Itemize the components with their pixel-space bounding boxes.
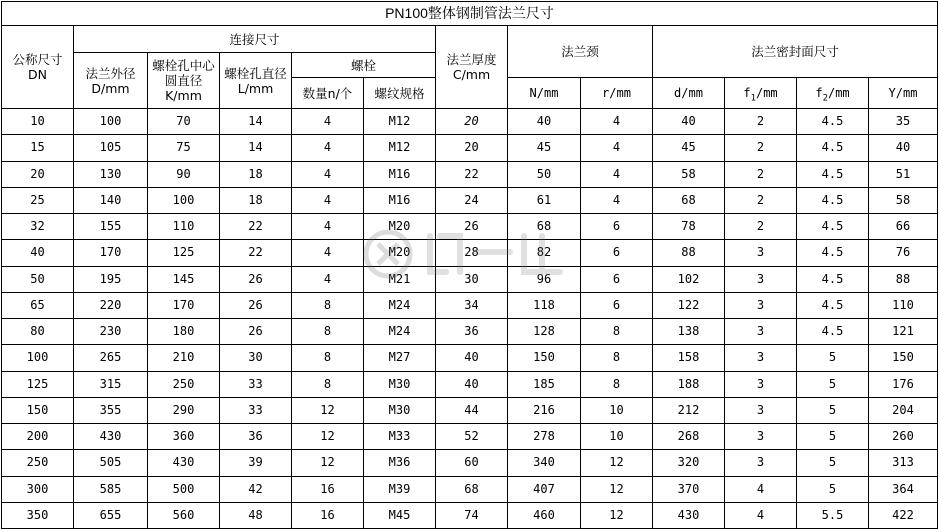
cell-dn: 125 [2,371,74,397]
cell-seal-y: 313 [869,450,938,476]
cell-neck-r: 10 [581,397,653,423]
table-row [2,476,938,502]
cell-thread: M12 [364,135,436,161]
cell-neck-r: 6 [581,292,653,318]
cell-dn: 80 [2,319,74,345]
cell-neck-r: 12 [581,450,653,476]
table-row [2,109,938,135]
cell-neck-n: 40 [508,109,581,135]
cell-thickness: 26 [436,214,508,240]
cell-seal-d: 188 [653,371,725,397]
header-bolt-circle [148,53,220,109]
cell-dn: 10 [2,109,74,135]
header-thickness-unit: C/mm [452,67,491,82]
cell-seal-y: 422 [869,502,938,528]
cell-outer-d: 315 [74,371,148,397]
cell-thread: M36 [364,450,436,476]
cell-neck-n: 185 [508,371,581,397]
header-bolt-hole [220,53,292,109]
cell-neck-r: 8 [581,371,653,397]
cell-outer-d: 105 [74,135,148,161]
cell-bolt-circle: 430 [148,450,220,476]
cell-thread: M20 [364,240,436,266]
cell-bolt-hole: 18 [220,187,292,213]
cell-seal-f2: 5 [797,397,869,423]
cell-dn: 15 [2,135,74,161]
cell-bolt-hole: 30 [220,345,292,371]
cell-bolt-hole: 22 [220,214,292,240]
cell-seal-y: 35 [869,109,938,135]
header-seal-f2-sub: 2 [822,92,828,103]
cell-bolt-hole: 18 [220,161,292,187]
cell-thread: M16 [364,161,436,187]
cell-seal-y: 260 [869,424,938,450]
cell-dn: 250 [2,450,74,476]
header-seal-f1-sub: 1 [750,92,756,103]
cell-seal-f2: 4.5 [797,187,869,213]
cell-thickness: 28 [436,240,508,266]
cell-seal-f1: 2 [725,214,797,240]
cell-neck-r: 6 [581,214,653,240]
cell-thread: M30 [364,371,436,397]
table-row [2,502,938,528]
cell-thickness: 60 [436,450,508,476]
cell-bolt-hole: 33 [220,371,292,397]
cell-thickness: 20 [436,135,508,161]
cell-dn: 100 [2,345,74,371]
cell-dn: 350 [2,502,74,528]
cell-seal-f1: 2 [725,109,797,135]
cell-neck-r: 8 [581,345,653,371]
cell-seal-y: 176 [869,371,938,397]
table-row [2,214,938,240]
header-bolt-circle-unit: K/mm [165,88,202,103]
cell-thread: M39 [364,476,436,502]
cell-seal-y: 121 [869,319,938,345]
cell-outer-d: 265 [74,345,148,371]
header-outer-d [74,53,148,109]
table-row [2,161,938,187]
cell-neck-n: 340 [508,450,581,476]
header-seal-f2 [797,78,869,109]
cell-seal-f2: 5 [797,345,869,371]
cell-bolt-qty: 8 [292,292,364,318]
cell-bolt-circle: 90 [148,161,220,187]
cell-outer-d: 230 [74,319,148,345]
cell-bolt-hole: 26 [220,319,292,345]
header-outer-d-unit: D/mm [91,80,130,96]
cell-bolt-hole: 33 [220,397,292,423]
cell-seal-f2: 4.5 [797,135,869,161]
cell-outer-d: 655 [74,502,148,528]
cell-bolt-qty: 12 [292,424,364,450]
cell-neck-n: 82 [508,240,581,266]
cell-neck-r: 12 [581,502,653,528]
cell-seal-f2: 4.5 [797,161,869,187]
cell-seal-f2: 4.5 [797,214,869,240]
cell-seal-y: 76 [869,240,938,266]
cell-thickness: 40 [436,371,508,397]
cell-neck-r: 4 [581,187,653,213]
cell-dn: 50 [2,266,74,292]
cell-seal-f1: 4 [725,502,797,528]
cell-seal-f1: 3 [725,345,797,371]
cell-outer-d: 130 [74,161,148,187]
cell-seal-d: 88 [653,240,725,266]
cell-seal-d: 68 [653,187,725,213]
cell-thickness: 34 [436,292,508,318]
header-thickness [436,26,508,109]
cell-outer-d: 220 [74,292,148,318]
cell-seal-f1: 4 [725,476,797,502]
cell-seal-f1: 3 [725,266,797,292]
cell-thickness: 30 [436,266,508,292]
cell-seal-d: 122 [653,292,725,318]
table-row [2,292,938,318]
cell-neck-n: 118 [508,292,581,318]
table-row [2,135,938,161]
cell-bolt-qty: 16 [292,502,364,528]
cell-neck-n: 407 [508,476,581,502]
header-seal-y: Y/mm [869,78,938,109]
cell-seal-y: 364 [869,476,938,502]
cell-thread: M12 [364,109,436,135]
cell-bolt-circle: 360 [148,424,220,450]
cell-seal-y: 150 [869,345,938,371]
cell-neck-r: 4 [581,161,653,187]
cell-dn: 200 [2,424,74,450]
cell-neck-n: 45 [508,135,581,161]
cell-bolt-circle: 100 [148,187,220,213]
cell-bolt-circle: 560 [148,502,220,528]
cell-bolt-circle: 250 [148,371,220,397]
header-neck: 法兰颈 [508,26,653,78]
cell-bolt-circle: 125 [148,240,220,266]
header-bolt: 螺栓 [292,53,436,78]
cell-seal-f2: 4.5 [797,319,869,345]
cell-bolt-circle: 145 [148,266,220,292]
table-row [2,450,938,476]
cell-bolt-qty: 4 [292,240,364,266]
header-bolt-circle-label: 螺栓孔中心圆直径 [152,58,215,88]
cell-bolt-qty: 8 [292,319,364,345]
table-row [2,345,938,371]
cell-thickness: 40 [436,345,508,371]
cell-seal-f1: 3 [725,319,797,345]
cell-seal-f2: 5 [797,476,869,502]
table-row [2,319,938,345]
cell-seal-d: 212 [653,397,725,423]
cell-seal-f2: 4.5 [797,266,869,292]
cell-bolt-circle: 70 [148,109,220,135]
cell-thickness: 44 [436,397,508,423]
table-row [2,397,938,423]
cell-seal-y: 40 [869,135,938,161]
cell-bolt-circle: 110 [148,214,220,240]
cell-outer-d: 585 [74,476,148,502]
cell-outer-d: 195 [74,266,148,292]
cell-bolt-qty: 8 [292,371,364,397]
cell-neck-n: 216 [508,397,581,423]
cell-neck-r: 4 [581,109,653,135]
cell-seal-f1: 3 [725,240,797,266]
cell-outer-d: 505 [74,450,148,476]
cell-bolt-hole: 26 [220,266,292,292]
cell-thread: M16 [364,187,436,213]
table-row [2,240,938,266]
cell-seal-f2: 4.5 [797,109,869,135]
cell-outer-d: 140 [74,187,148,213]
cell-seal-d: 40 [653,109,725,135]
cell-bolt-qty: 8 [292,345,364,371]
cell-seal-f1: 3 [725,397,797,423]
cell-bolt-hole: 39 [220,450,292,476]
cell-neck-n: 96 [508,266,581,292]
header-thread: 螺纹规格 [364,78,436,109]
cell-dn: 300 [2,476,74,502]
cell-seal-d: 158 [653,345,725,371]
cell-seal-d: 138 [653,319,725,345]
cell-bolt-circle: 170 [148,292,220,318]
cell-neck-r: 12 [581,476,653,502]
cell-neck-r: 10 [581,424,653,450]
cell-bolt-qty: 4 [292,187,364,213]
cell-dn: 25 [2,187,74,213]
header-dn [2,26,74,109]
cell-thickness: 22 [436,161,508,187]
cell-seal-f1: 3 [725,424,797,450]
cell-bolt-circle: 500 [148,476,220,502]
cell-bolt-qty: 12 [292,450,364,476]
cell-seal-d: 58 [653,161,725,187]
cell-seal-d: 78 [653,214,725,240]
cell-neck-r: 4 [581,135,653,161]
cell-seal-y: 88 [869,266,938,292]
cell-thread: M21 [364,266,436,292]
table-row [2,371,938,397]
flange-dimension-table [1,1,938,529]
cell-seal-y: 58 [869,187,938,213]
header-connection: 连接尺寸 [74,26,436,53]
cell-thread: M24 [364,319,436,345]
cell-thickness: 74 [436,502,508,528]
cell-seal-y: 110 [869,292,938,318]
cell-dn: 32 [2,214,74,240]
cell-seal-d: 320 [653,450,725,476]
cell-neck-n: 278 [508,424,581,450]
cell-seal-y: 51 [869,161,938,187]
cell-seal-f2: 5 [797,424,869,450]
cell-neck-r: 6 [581,266,653,292]
header-seal-f1-b: /mm [755,85,778,100]
cell-seal-f2: 4.5 [797,240,869,266]
cell-neck-n: 460 [508,502,581,528]
cell-seal-f1: 3 [725,450,797,476]
cell-outer-d: 355 [74,397,148,423]
cell-dn: 150 [2,397,74,423]
cell-thickness: 52 [436,424,508,450]
cell-neck-n: 150 [508,345,581,371]
cell-seal-d: 102 [653,266,725,292]
cell-thread: M27 [364,345,436,371]
cell-thickness: 68 [436,476,508,502]
header-outer-d-label: 法兰外径 [85,65,136,81]
cell-bolt-circle: 290 [148,397,220,423]
table-row [2,266,938,292]
header-seal-f1 [725,78,797,109]
cell-seal-f2: 5.5 [797,502,869,528]
cell-thread: M45 [364,502,436,528]
cell-thread: M33 [364,424,436,450]
header-seal-f2-a: f [815,85,823,100]
header-dn-label: 公称尺寸 [12,52,63,67]
cell-bolt-qty: 12 [292,397,364,423]
cell-seal-d: 430 [653,502,725,528]
header-seal-f2-b: /mm [827,85,850,100]
table-title: PN100整体钢制管法兰尺寸 [2,2,938,26]
cell-thread: M24 [364,292,436,318]
cell-seal-d: 370 [653,476,725,502]
cell-seal-f1: 3 [725,292,797,318]
cell-dn: 40 [2,240,74,266]
cell-seal-f1: 2 [725,135,797,161]
cell-neck-n: 50 [508,161,581,187]
header-neck-r: r/mm [581,78,653,109]
cell-bolt-qty: 4 [292,109,364,135]
cell-neck-n: 61 [508,187,581,213]
cell-bolt-hole: 22 [220,240,292,266]
header-seal-f1-a: f [743,85,751,100]
cell-seal-f2: 5 [797,371,869,397]
header-bolt-qty: 数量n/个 [292,78,364,109]
header-thickness-label: 法兰厚度 [446,52,497,67]
cell-outer-d: 100 [74,109,148,135]
cell-thread: M20 [364,214,436,240]
cell-outer-d: 430 [74,424,148,450]
cell-bolt-circle: 210 [148,345,220,371]
cell-bolt-qty: 4 [292,266,364,292]
cell-seal-f1: 2 [725,161,797,187]
cell-bolt-hole: 14 [220,109,292,135]
table-row [2,187,938,213]
cell-neck-n: 68 [508,214,581,240]
cell-bolt-circle: 180 [148,319,220,345]
header-bolt-hole-label: 螺栓孔直径 [224,65,287,81]
cell-neck-r: 6 [581,240,653,266]
cell-bolt-hole: 14 [220,135,292,161]
cell-bolt-circle: 75 [148,135,220,161]
cell-bolt-qty: 16 [292,476,364,502]
cell-seal-y: 204 [869,397,938,423]
cell-seal-f2: 4.5 [797,292,869,318]
cell-bolt-qty: 4 [292,214,364,240]
cell-dn: 65 [2,292,74,318]
cell-bolt-hole: 36 [220,424,292,450]
cell-neck-n: 128 [508,319,581,345]
header-dn-sub: DN [28,67,47,82]
cell-bolt-qty: 4 [292,135,364,161]
cell-thickness: 36 [436,319,508,345]
header-seal: 法兰密封面尺寸 [653,26,938,78]
header-seal-d: d/mm [653,78,725,109]
cell-seal-y: 66 [869,214,938,240]
cell-thickness: 24 [436,187,508,213]
table-body [2,109,938,529]
cell-bolt-hole: 42 [220,476,292,502]
cell-dn: 20 [2,161,74,187]
header-bolt-hole-unit: L/mm [237,80,274,96]
cell-seal-d: 45 [653,135,725,161]
cell-bolt-qty: 4 [292,161,364,187]
cell-neck-r: 8 [581,319,653,345]
cell-bolt-hole: 48 [220,502,292,528]
cell-seal-d: 268 [653,424,725,450]
cell-thickness: 20 [436,109,508,135]
cell-bolt-hole: 26 [220,292,292,318]
cell-seal-f2: 5 [797,450,869,476]
header-neck-n: N/mm [508,78,581,109]
cell-seal-f1: 2 [725,187,797,213]
table-row [2,424,938,450]
cell-outer-d: 170 [74,240,148,266]
cell-seal-f1: 3 [725,371,797,397]
cell-outer-d: 155 [74,214,148,240]
cell-thread: M30 [364,397,436,423]
